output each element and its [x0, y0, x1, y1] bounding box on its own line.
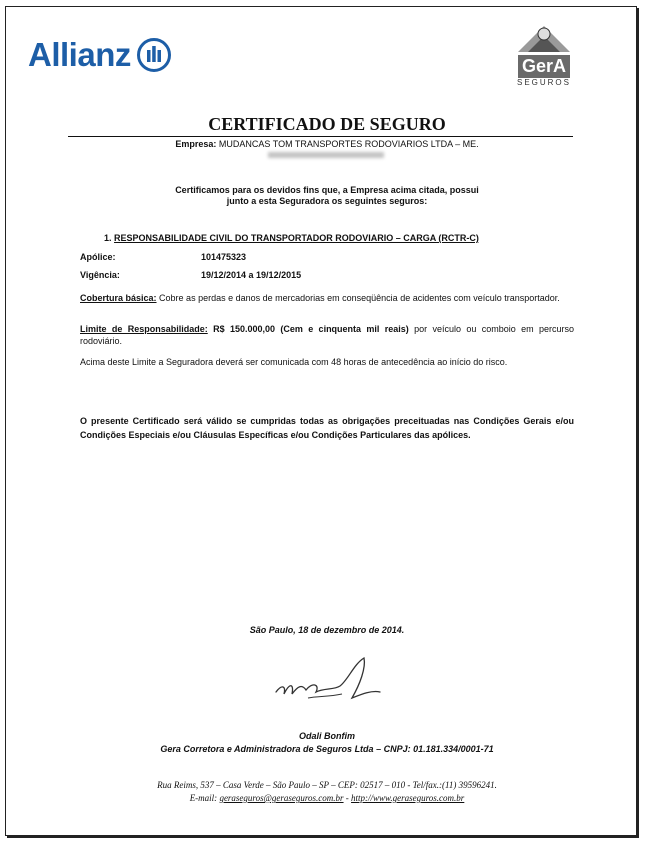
- acima-paragraph: Acima deste Limite a Seguradora deverá ser comunicada com 48 horas de antecedência ao início do risco.: [80, 357, 508, 367]
- intro-text: [0, 185, 654, 207]
- signature-image: [268, 654, 388, 719]
- gera-wordmark: GerA: [518, 55, 570, 78]
- allianz-emblem-icon: [137, 38, 171, 72]
- limite-text: por veículo ou comboio em percurso rodoviário.: [80, 324, 574, 346]
- validity-paragraph: O presente Certificado será válido se cumpridas todas as obrigações preceituadas nas Condições Gerais e/ou Condições Especiais e/ou Cláusulas Específicas e/ou Condições Particulares das apólices.: [80, 416, 574, 440]
- vigencia-value: 19/12/2014 a 19/12/2015: [201, 270, 302, 280]
- title-rule: [68, 136, 573, 137]
- signer-block: [0, 730, 654, 756]
- apolice-label: Apólice:: [80, 252, 116, 262]
- limite-label: Limite de Responsabilidade:: [80, 324, 208, 334]
- section-title: RESPONSABILIDADE CIVIL DO TRANSPORTADOR RODOVIARIO – CARGA (RCTR-C): [114, 233, 479, 243]
- gera-subtitle: SEGUROS: [516, 78, 571, 87]
- email-label: E-mail:: [189, 793, 218, 803]
- contact-line: [0, 792, 654, 805]
- address-line: Rua Reims, 537 – Casa Verde – São Paulo – SP – CEP: 02517 – 010 - Tel/fax.:(11) 39596241.: [157, 780, 497, 790]
- document-title: CERTIFICADO DE SEGURO: [208, 114, 446, 134]
- redacted-text: [268, 152, 384, 158]
- signer-company: Gera Corretora e Administradora de Seguros Ltda – CNPJ: 01.181.334/0001-71: [160, 744, 494, 754]
- limite-amount: R$ 150.000,00 (Cem e cinquenta mil reais): [213, 324, 409, 334]
- email-link[interactable]: geraseguros@geraseguros.com.br: [219, 793, 344, 803]
- apolice-value: 101475323: [201, 252, 247, 262]
- gera-logo: [508, 24, 580, 87]
- website-link[interactable]: http://www.geraseguros.com.br: [351, 793, 465, 803]
- empresa-line: [0, 139, 654, 149]
- gera-emblem-icon: [514, 24, 574, 54]
- contact-separator: -: [345, 793, 349, 803]
- vigencia-label: Vigência:: [80, 270, 120, 280]
- cobertura-text: Cobre as perdas e danos de mercadorias em conseqüência de acidentes com veículo transportador.: [159, 293, 560, 303]
- allianz-logo: [28, 36, 171, 74]
- empresa-value: MUDANCAS TOM TRANSPORTES RODOVIARIOS LTDA – ME.: [218, 139, 479, 149]
- intro-line-1: Certificamos para os devidos fins que, a Empresa acima citada, possui: [175, 185, 479, 195]
- signer-name: Odali Bonfim: [299, 731, 355, 741]
- cobertura-label: Cobertura básica:: [80, 293, 157, 303]
- section-heading: [104, 233, 479, 243]
- intro-line-2: junto a esta Seguradora os seguintes seguros:: [226, 196, 428, 206]
- document-date: São Paulo, 18 de dezembro de 2014.: [249, 625, 405, 635]
- section-number: 1.: [104, 233, 112, 243]
- cobertura-paragraph: [80, 292, 574, 304]
- limite-paragraph: [80, 323, 574, 347]
- footer-address: [0, 779, 654, 805]
- empresa-label: Empresa:: [175, 139, 217, 149]
- allianz-wordmark: Allianz: [28, 36, 131, 73]
